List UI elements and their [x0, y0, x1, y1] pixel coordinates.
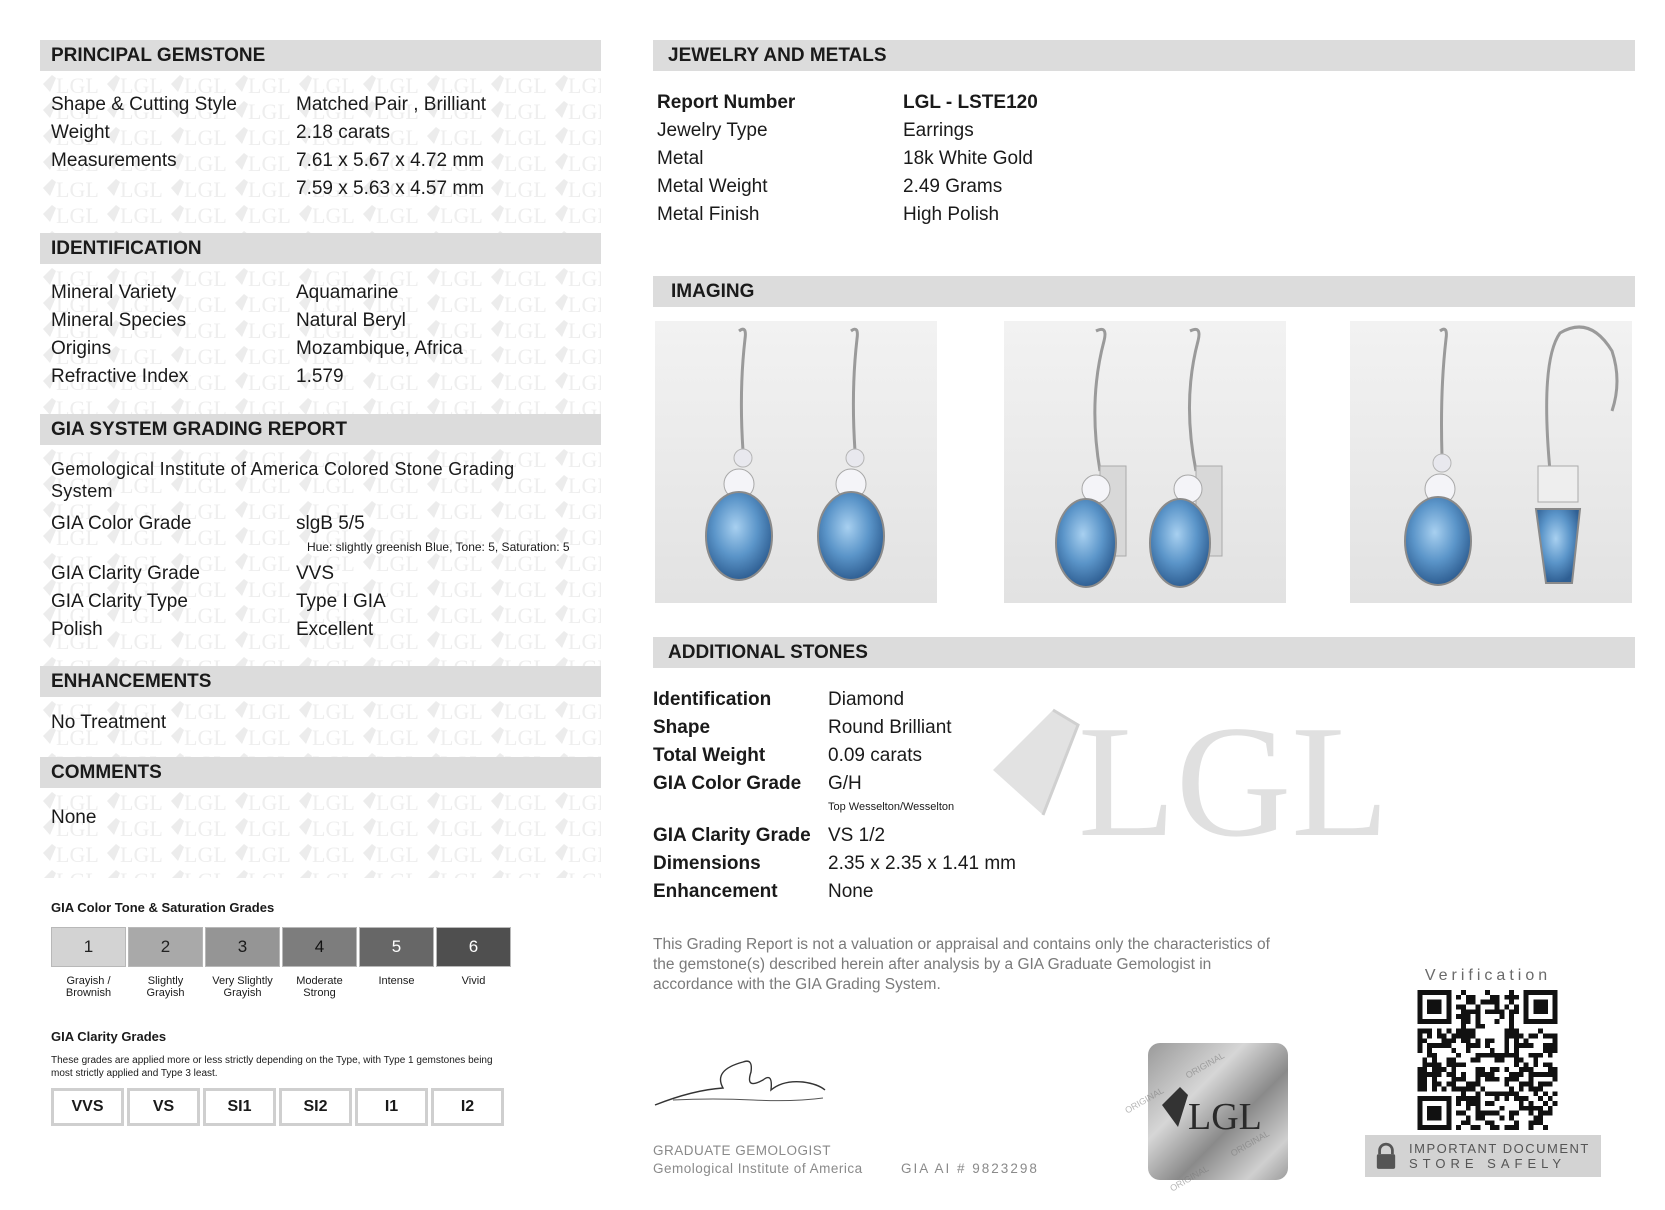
table-row: Total Weight 0.09 carats — [653, 745, 922, 766]
table-row: GIA Clarity Grade VVS — [51, 563, 335, 584]
tone-label: Moderate Strong — [296, 975, 343, 999]
tone-label: Vivid — [461, 975, 486, 987]
enhancements-header: ENHANCEMENTS — [40, 666, 601, 697]
jewelry-metals-header: JEWELRY AND METALS — [653, 40, 1635, 71]
tone-scale-labels — [51, 975, 601, 999]
tone-scale-section — [40, 900, 601, 1126]
principal-gemstone-table — [40, 71, 601, 203]
clarity-cell: I1 — [355, 1088, 428, 1126]
additional-stones-header: ADDITIONAL STONES — [653, 637, 1635, 668]
lock-icon — [1375, 1142, 1397, 1170]
table-row: No Treatment — [51, 712, 167, 733]
color-grade-note: Top Wesselton/Wesselton — [828, 801, 955, 813]
table-row: Report Number LGL - LSTE120 — [653, 89, 1635, 117]
right-column — [653, 40, 1635, 1194]
tone-cell: 6 — [436, 927, 511, 967]
disclaimer-text: This Grading Report is not a valuation or appraisal and contains only the characteristics of the gemstone(s) described herein after analysis by a GIA Graduate Gemologist in accordance with the GIA Grading System. — [653, 936, 1270, 993]
gia-grading-report-header: GIA SYSTEM GRADING REPORT — [40, 414, 601, 445]
table-row: Polish Excellent — [51, 619, 374, 640]
gia-institute-name: Gemological Institute of America — [653, 1161, 863, 1176]
imaging-gallery — [653, 307, 1635, 637]
verification-qr-code[interactable] — [1415, 990, 1560, 1130]
table-row: Shape & Cutting Style Matched Pair , Brilliant — [51, 94, 487, 115]
report-number: LGL - LSTE120 — [903, 92, 1038, 113]
identification-table — [40, 264, 601, 391]
clarity-cell: I2 — [431, 1088, 504, 1126]
table-row: Origins Mozambique, Africa — [51, 338, 463, 359]
jewelry-metals-table — [653, 71, 1635, 276]
table-row: GIA Clarity Grade VS 1/2 — [653, 825, 886, 846]
table-row: Identification Diamond — [653, 689, 905, 710]
svg-text:ORIGINAL: ORIGINAL — [1183, 1050, 1227, 1081]
comments-panel — [40, 788, 601, 878]
clarity-scale-title: GIA Clarity Grades — [51, 1029, 167, 1044]
table-row: GIA Color Grade slgB 5/5 — [51, 513, 365, 534]
tone-cell: 4 — [282, 927, 357, 967]
tone-cell: 1 — [51, 927, 126, 967]
hologram-lgl-text: LGL — [1188, 1096, 1262, 1138]
left-column — [40, 40, 601, 1126]
hue-note: Hue: slightly greenish Blue, Tone: 5, Saturation: 5 — [307, 540, 570, 554]
clarity-scale-bar — [51, 1088, 601, 1126]
store-safely-line: STORE SAFELY — [1409, 1156, 1567, 1171]
earring-photo-side — [1350, 321, 1632, 603]
gia-grading-table — [40, 445, 601, 538]
tone-label: Grayish / Brownish — [65, 975, 112, 999]
table-row: GIA Clarity Type Type I GIA — [51, 591, 386, 612]
tone-label: Intense — [378, 975, 415, 987]
table-row: GIA Color Grade G/H — [653, 773, 862, 794]
table-row: Refractive Index 1.579 — [51, 366, 344, 387]
table-row: Metal Finish High Polish — [657, 204, 1000, 225]
table-row: Metal Weight 2.49 Grams — [657, 176, 1003, 197]
table-row: Metal 18k White Gold — [657, 148, 1033, 169]
clarity-scale-note: These grades are applied more or less strictly depending on the Type, with Type 1 gemstones being most strictly applied and Type 3 least. — [51, 1055, 493, 1079]
tone-scale-bar — [51, 927, 601, 967]
graduate-gemologist-title: GRADUATE GEMOLOGIST — [653, 1143, 832, 1158]
gia-clarity-table — [40, 560, 601, 644]
gia-intro-text: Gemological Institute of America Colored Stone Grading System — [51, 459, 515, 501]
additional-stones-table — [653, 668, 1635, 906]
svg-text:ORIGINAL: ORIGINAL — [1168, 1163, 1211, 1194]
clarity-cell: VS — [127, 1088, 200, 1126]
enhancements-panel — [40, 697, 601, 757]
table-row: Mineral Species Natural Beryl — [51, 310, 406, 331]
earring-photo-front — [655, 321, 937, 603]
important-document-badge — [1365, 1135, 1601, 1177]
clarity-cell: VVS — [51, 1088, 124, 1126]
table-row: Jewelry Type Earrings — [657, 120, 974, 141]
important-line: IMPORTANT DOCUMENT — [1409, 1141, 1590, 1156]
tone-label: Slightly Grayish — [146, 975, 185, 999]
identification-panel — [40, 264, 601, 414]
tone-cell: 2 — [128, 927, 203, 967]
svg-text:ORIGINAL: ORIGINAL — [1228, 1128, 1272, 1159]
tone-scale-title: GIA Color Tone & Saturation Grades — [51, 900, 275, 915]
table-row: None — [51, 807, 97, 828]
gia-ai-number: GIA AI # 9823298 — [901, 1161, 1039, 1176]
signature-image — [653, 1050, 833, 1120]
imaging-header: IMAGING — [653, 276, 1635, 307]
table-row: Weight 2.18 carats — [51, 122, 390, 143]
verification-label: Verification — [1424, 967, 1552, 984]
comments-header: COMMENTS — [40, 757, 601, 788]
table-row: Dimensions 2.35 x 2.35 x 1.41 mm — [653, 853, 1016, 874]
table-row: Measurements 7.61 x 5.67 x 4.72 mm — [51, 150, 484, 171]
clarity-cell: SI1 — [203, 1088, 276, 1126]
tone-label: Very Slightly Grayish — [212, 975, 273, 999]
clarity-cell: SI2 — [279, 1088, 352, 1126]
table-row: Enhancement None — [653, 881, 874, 902]
principal-gemstone-panel — [40, 71, 601, 233]
principal-gemstone-header: PRINCIPAL GEMSTONE — [40, 40, 601, 71]
tone-cell: 3 — [205, 927, 280, 967]
tone-cell: 5 — [359, 927, 434, 967]
lgl-hologram-seal — [1123, 1043, 1288, 1194]
table-row: 7.59 x 5.63 x 4.57 mm — [296, 178, 484, 199]
identification-header: IDENTIFICATION — [40, 233, 601, 264]
gia-grading-report-panel — [40, 445, 601, 666]
table-row: Mineral Variety Aquamarine — [51, 282, 399, 303]
table-row: Shape Round Brilliant — [653, 717, 952, 738]
watermark-text: LGL — [1078, 692, 1390, 870]
svg-text:ORIGINAL: ORIGINAL — [1123, 1085, 1166, 1116]
earring-photo-angled — [1004, 321, 1286, 603]
